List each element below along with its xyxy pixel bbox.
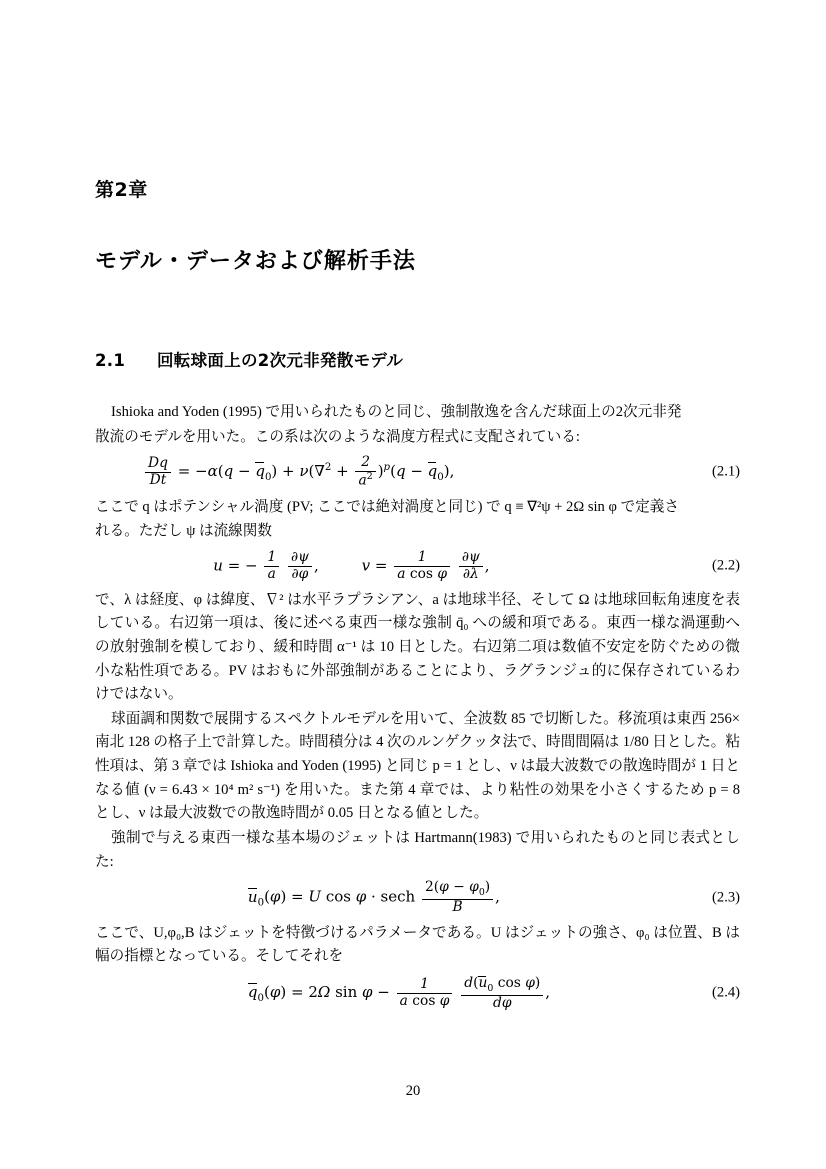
paragraph-3: で、λ は経度、φ は緯度、∇² は水平ラプラシアン、a は地球半径、そして Ω は地球回転角速度を表している。右辺第一項は、後に述べる東西一様な強制 q̄₀ への緩和項である。東西一様な渦運動への放射強制を模しており、緩和時間 α⁻¹ は 10 日とした。右辺第二項は数値不安定を防ぐための微小な粘性項である。PV はおもに外部強制があることにより、ラグランジュ的に保存されているわけではない。 [95, 591, 740, 703]
paragraph-1-line-2: 散流のモデルを用いた。この系は次のような渦度方程式に支配されている: [95, 428, 580, 445]
section-title: 回転球面上の2次元非発散モデル [157, 351, 404, 370]
equation-2-1: $\frac{Dq}{Dt}$ = $-\alpha(q - q_0) + \nu(\nabla^2$ + $\frac{2}{a^2}$ )$^p(q - q_0)$, [95, 455, 740, 489]
equation-block-2-1 [95, 455, 740, 489]
chapter-title: モデル・データおよび解析手法 [95, 249, 416, 274]
paragraph-1-line-1: Ishioka and Yoden (1995) で用いられたものと同じ、強制散逸を含んだ球面上の2次元非発 [111, 404, 682, 420]
section-heading [95, 347, 740, 371]
equation-block-2-4 [95, 975, 740, 1011]
chapter-number: 第2章 [95, 179, 148, 201]
equation-number-2-4: (2.4) [712, 984, 740, 1001]
equation-2-3: $u_0(\varphi) = U$ cos φ · sech $\frac{2(\varphi - \varphi_0)}{B}$ , [247, 879, 500, 915]
equation-block-2-2 [95, 550, 740, 583]
paragraph-6: ここで、U,φ₀,B はジェットを特徴づけるパラメータである。U はジェットの強さ、φ₀ は位置、B は幅の指標となっている。そしてそれを [95, 924, 740, 965]
equation-2-2: u = − $\frac{1}{a}$ $\frac{\partial\psi}{\partial\varphi}$ , v = $\frac{1}{\text{a cos φ}}$ $\frac{\partial\psi}{\partial\lambda}$ , [137, 548, 490, 582]
equation-number-2-1: (2.1) [712, 463, 740, 480]
equation-number-2-3: (2.3) [712, 889, 740, 906]
paragraph-4: 球面調和関数で展開するスペクトルモデルを用いて、全波数 85 で切断した。移流項は東西 256× 南北 128 の格子上で計算した。時間積分は 4 次のルンゲクッタ法で、時間間隔は 1/80 日とした。粘性項は、第 3 章では Ishioka and Yoden (1995) と同じ p = 1 とし、ν は最大波数での散逸時間が 1 日となる値 (ν = 6.43 × 10⁴ m² s⁻¹) を用いた。また第 4 章では、より粘性の効果を小さくするため p = 8 とし、ν は最大波数での散逸時間が 0.05 日となる値とした。 [95, 710, 740, 822]
page-number: 20 [405, 1083, 421, 1099]
paragraph-2-line-1: ここで q はポテンシャル渦度 (PV; ここでは絶対渦度と同じ) で q ≡ ∇²ψ + 2Ω sin φ で定義さ [95, 498, 679, 515]
section-number: 2.1 [95, 351, 126, 370]
equation-number-2-2: (2.2) [712, 557, 740, 574]
paragraph-5: 強制で与える東西一様な基本場のジェットは Hartmann(1983) で用いられたものと同じ表式とした: [95, 830, 740, 870]
equation-2-4: $q_0(\varphi) = 2\Omega$ sin φ − $\frac{1}{\text{a cos φ}}$ $\frac{d(u_0 \cos \varphi)}{d\varphi}$ , [247, 974, 551, 1011]
equation-block-2-3 [95, 880, 740, 915]
page-content [95, 175, 740, 1017]
paragraph-2-line-2: れる。ただし ψ は流線関数 [95, 523, 272, 540]
